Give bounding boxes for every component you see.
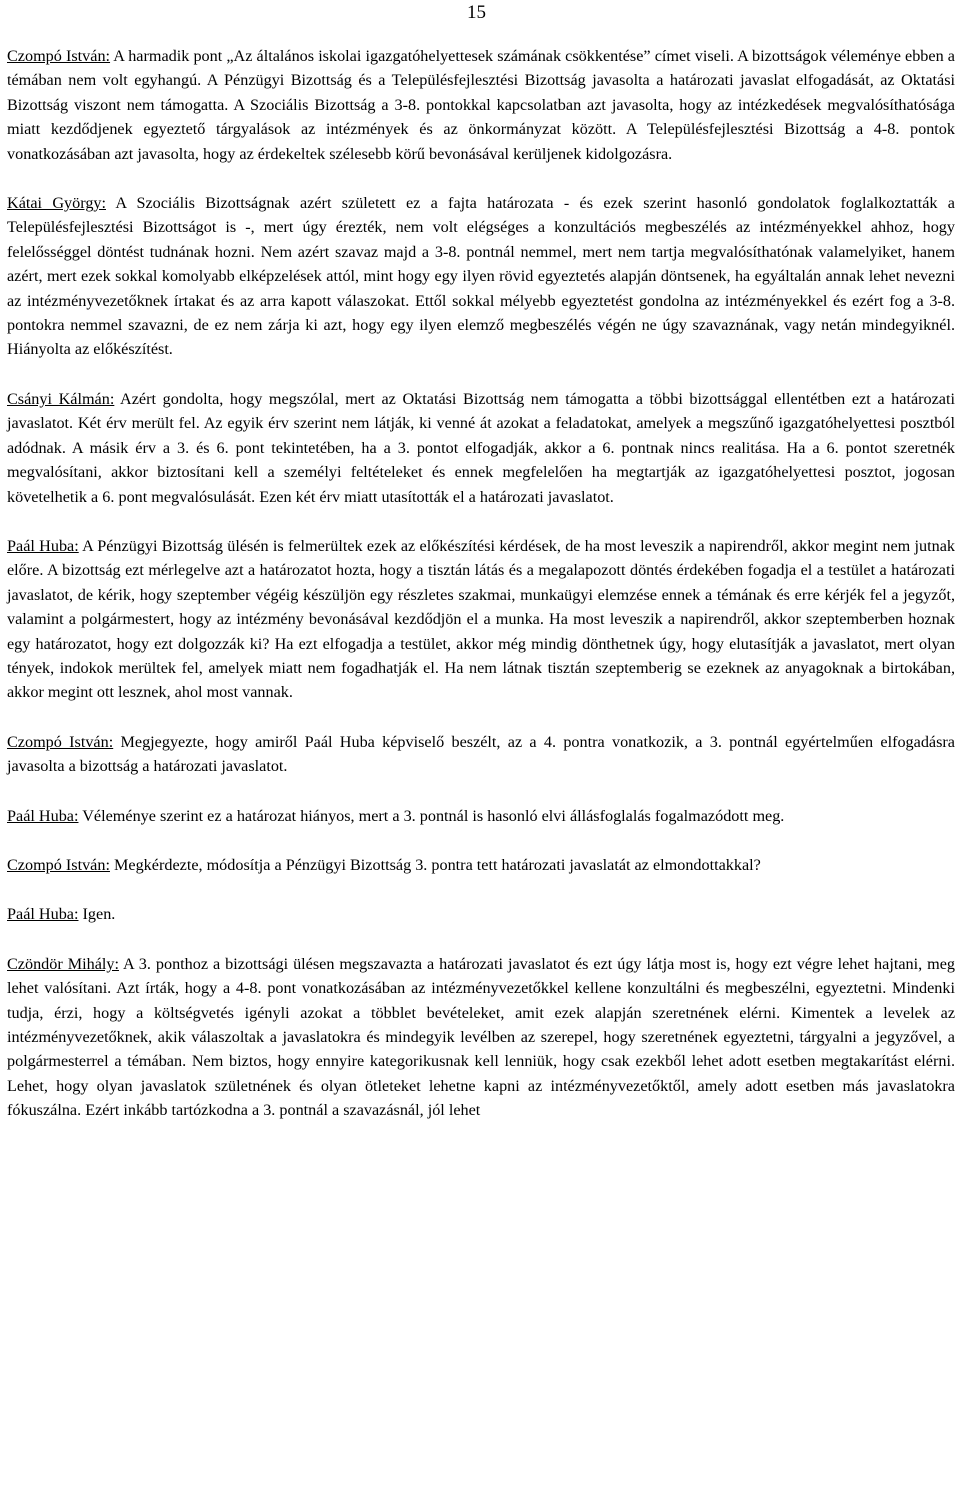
paragraph-text: A Pénzügyi Bizottság ülésén is felmerültek ezek az előkészítési kérdések, de ha most leveszik a napirendről, akkor megint nem jutnak előre. A bizottság ezt mérlegelve azt a határozatot hozta, hogy a tisztán látás és a megalapozott döntés érdekében fogadja el a testület a határozati javaslatot, de kérik, hogy szeptember végéig készüljön egy részletes szakmai, munkaügyi elemzése ennek a témának és erre kérjék fel a jegyzőt, valamint a polgármestert, hogy az intézmény bevonásával kezdődjön el a munka. Ha most leveszik a napirendről, akkor szeptemberben hoznak egy határozatot, hogy ezt dolgozzák ki? Ha ezt elfogadja a testület, akkor még mindig dönthetnek úgy, hogy elutasítják a javaslatot, mert olyan tények, indokok merültek fel, amelyek miatt nem fogadhatják el. Ha nem látnak tisztán szeptemberig se ezeknek az anyagoknak a birtokában, akkor megint ott lesznek, ahol most vannak. — [7, 536, 955, 702]
speaker-name: Czompó István: — [7, 855, 110, 874]
page-number: 15 — [467, 2, 486, 23]
speaker-name: Czöndör Mihály: — [7, 954, 119, 973]
paragraph-katai — [7, 191, 955, 362]
paragraph-csanyi — [7, 387, 955, 509]
speaker-name: Kátai György: — [7, 194, 106, 213]
speaker-name: Paál Huba: — [7, 806, 79, 825]
paragraph-text: Igen. — [78, 905, 116, 924]
paragraph-text: Azért gondolta, hogy megszólal, mert az Oktatási Bizottság nem támogatta a többi bizottsággal ellentétben ezt a határozati javaslatot. Két érv merült fel. Az egyik érv szerint nem látják, ki venné át azokat a feladatokat, amelyek a megszűnő igazgatóhelyettesi posztból adódnak. A másik érv a 3. és 6. pont tekintetében, ha a 3. pontot elfogadják, akkor a 6. pontnak nincs realitása. Ha a 6. pontot szeretnék megvalósítani, akkor biztosítani kell a személyi feltételeket és ennek megfelelően ha megtartják az igazgatóhelyettesi posztot, jogosan követelhetik a 6. pont megvalósulását. Ezen két érv miatt utasították el a határozati javaslatot. — [7, 389, 955, 506]
paragraph-text: A Szociális Bizottságnak azért született ez a fajta határozata - és ezek szerint hasonló gondolatok foglalkoztatták a Településfejlesztési Bizottságot is -, mert úgy érezték, nem volt elégséges a konzultációs megbeszélés az intézményekkel ahhoz, hogy felelősséggel döntést tudnának hozni. Nem azért szavaz majd a 3-8. pontnál nemmel, mert nem tartja megvalósíthatónak valamelyiket, hanem azért, mert ezek sokkal komolyabb elképzelések attól, mint hogy egy ilyen rövid egyeztetés alapján döntsenek, ha egyáltalán annak lehet nevezni az intézményvezetőknek írtakat és az arra kapott válaszokat. Ettől sokkal mélyebb egyeztetést gondolna az intézményekkel és ezért fog a 3-8. pontokra nemmel szavazni, de ez nem zárja ki azt, hogy egy ilyen elemző megbeszélés végén ne úgy szavaznának, vagy netán mindegyiknél. Hiányolta az előkészítést. — [7, 194, 955, 359]
speaker-name: Paál Huba: — [7, 536, 79, 555]
speaker-name: Czompó István: — [7, 47, 111, 65]
paragraph-text: Véleménye szerint ez a határozat hiányos, mert a 3. pontnál is hasonló elvi állásfoglalás fogalmazódott meg. — [78, 806, 785, 825]
speaker-name: Csányi Kálmán: — [7, 389, 115, 408]
paragraph-text: Megkérdezte, módosítja a Pénzügyi Bizottság 3. pontra tett határozati javaslatát az elmondottakkal? — [109, 855, 761, 874]
paragraph-czompo-3 — [7, 853, 955, 877]
paragraph-paal-1 — [7, 534, 955, 705]
paragraph-czompo-2 — [7, 730, 955, 779]
speaker-name: Czompó István: — [7, 732, 114, 751]
paragraph-text: Megjegyezte, hogy amiről Paál Huba képviselő beszélt, az a 4. pontra vonatkozik, a 3. pontnál egyértelműen elfogadásra javasolta a bizottság a határozati javaslatot. — [7, 732, 955, 776]
document-body — [7, 44, 955, 1148]
paragraph-paal-3 — [7, 902, 955, 926]
paragraph-czondor — [7, 952, 955, 1123]
paragraph-czompo-1 — [7, 44, 955, 166]
paragraph-text: A harmadik pont „Az általános iskolai igazgatóhelyettesek számának csökkentése” címet viseli. A bizottságok véleménye ebben a témában nem volt egyhangú. A Pénzügyi Bizottság és a Településfejlesztési Bizottság javasolta a határozati javaslat elfogadását, az Oktatási Bizottság viszont nem támogatta. A Szociális Bizottság a 3-8. pontokkal kapcsolatban azt javasolta, hogy az intézkedések megvalósíthatósága miatt kezdődjenek egyeztető tárgyalások az intézmények és az önkormányzat között. A Településfejlesztési Bizottság a 4-8. pontok vonatkozásában azt javasolta, hogy az érdekeltek szélesebb körű bevonásával kerüljenek kidolgozásra. — [7, 47, 955, 163]
paragraph-text: A 3. ponthoz a bizottsági ülésen megszavazta a határozati javaslatot és ezt úgy látja most is, hogy ezt végre lehet hajtani, meg lehet valósítani. Azt írták, hogy a 4-8. pont vonatkozásában az intézményvezetőkkel kellene konzultálni és megbeszélni, egyeztetni. Mindenki tudja, érzi, hogy a költségvetés igényli azokat a többlet bevételeket, amit ezek alapján szeretnének elérni. Kimentek a levelek az intézményvezetőknek, akik válaszoltak a javaslatokra és mindegyik levélben az szerepel, hogy szeretnének egyeztetni, tárgyalni a jegyzővel, a polgármesterrel a témában. Nem biztos, hogy ennyire kategorikusnak kell lenniük, hogy csak ezekből lehet adott esetben megtakarítást elérni. Lehet, hogy olyan javaslatok születnének és olyan ötleteket lehetne kapni az intézményvezetőktől, amely adott esetben más javaslatokra fókuszálna. Ezért inkább tartózkodna a 3. pontnál a szavazásnál, jól lehet — [7, 954, 955, 1120]
paragraph-paal-2 — [7, 804, 955, 828]
speaker-name: Paál Huba: — [7, 905, 79, 924]
